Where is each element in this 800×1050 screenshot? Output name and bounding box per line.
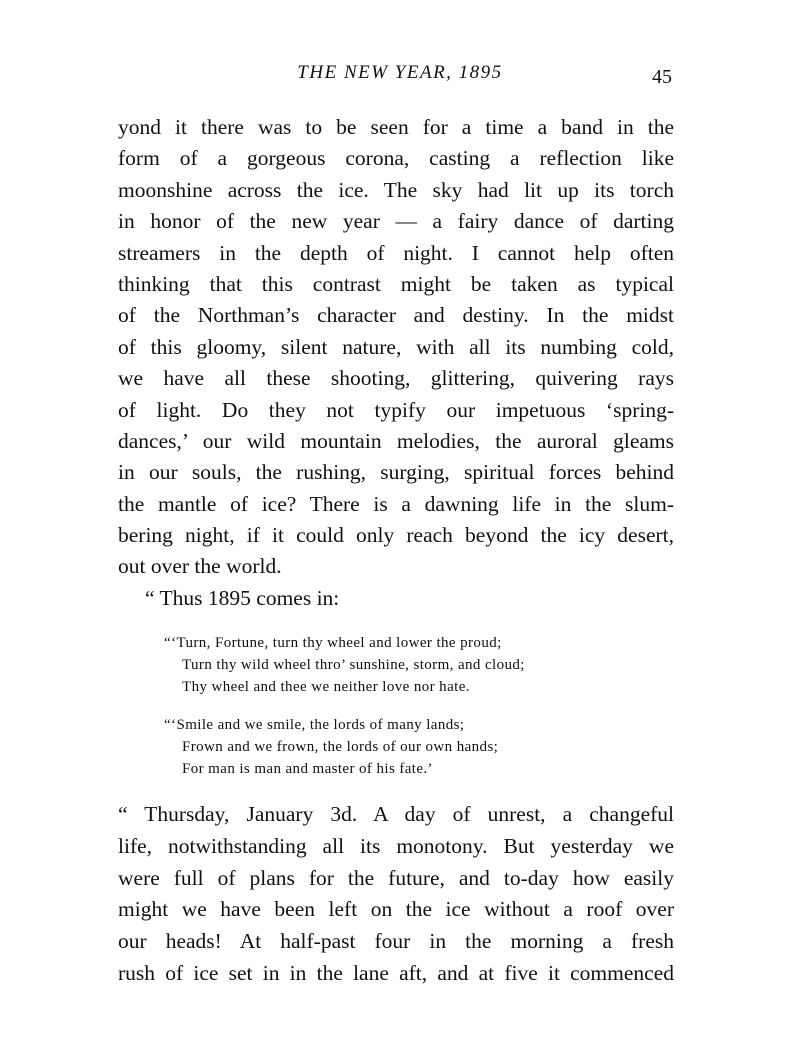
poem-line: Turn thy wild wheel thro’ sunshine, storm, and cloud; — [182, 657, 525, 673]
text-line: moonshine across the ice. The sky had lit up its torch — [118, 177, 674, 202]
text-line: our heads! At half-past four in the morning a fresh — [118, 929, 674, 954]
poem-line: Thy wheel and thee we neither love nor hate. — [182, 679, 470, 695]
text-line: dances,’ our wild mountain melodies, the auroral gleams — [118, 428, 674, 453]
paragraph-1 — [118, 112, 674, 614]
poem-stanza — [164, 714, 644, 780]
page-number: 45 — [652, 66, 672, 88]
poem-stanza — [164, 632, 644, 698]
text-line: were full of plans for the future, and to-day how easily — [118, 865, 674, 890]
text-line: bering night, if it could only reach beyond the icy desert, — [118, 523, 674, 548]
text-line: the mantle of ice? There is a dawning life in the slum- — [118, 491, 674, 516]
poem-line: For man is man and master of his fate.’ — [182, 761, 433, 777]
poem-line: Frown and we frown, the lords of our own hands; — [182, 739, 499, 755]
text-line: form of a gorgeous corona, casting a reflection like — [118, 146, 674, 171]
running-head: THE NEW YEAR, 1895 — [297, 62, 503, 83]
text-line: yond it there was to be seen for a time a band in the — [118, 115, 674, 139]
text-line: of this gloomy, silent nature, with all its numbing cold, — [118, 334, 674, 359]
text-line: thinking that this contrast might be taken as typical — [118, 271, 674, 296]
text-line: out over the world. — [118, 554, 282, 579]
paragraph-2 — [118, 799, 674, 990]
intro-line: “ Thus 1895 comes in: — [145, 585, 340, 610]
text-line: streamers in the depth of night. I cannot help often — [118, 240, 674, 265]
poem-line: “‘Smile and we smile, the lords of many lands; — [164, 717, 465, 733]
text-line: life, notwithstanding all its monotony. But yesterday we — [118, 833, 674, 858]
text-line: rush of ice set in in the lane aft, and at five it commenced — [118, 960, 674, 985]
text-line: “ Thursday, January 3d. A day of unrest, a changeful — [118, 802, 674, 826]
poem-quotation — [164, 632, 644, 796]
text-line: in honor of the new year — a fairy dance of darting — [118, 209, 674, 234]
text-line: of the Northman’s character and destiny. In the midst — [118, 303, 674, 328]
text-line: in our souls, the rushing, surging, spiritual forces behind — [118, 460, 674, 485]
poem-line: “‘Turn, Fortune, turn thy wheel and lower the proud; — [164, 635, 502, 651]
text-line: we have all these shooting, glittering, quivering rays — [118, 366, 674, 391]
text-line: of light. Do they not typify our impetuous ‘spring- — [118, 397, 674, 422]
text-line: might we have been left on the ice without a roof over — [118, 897, 674, 922]
